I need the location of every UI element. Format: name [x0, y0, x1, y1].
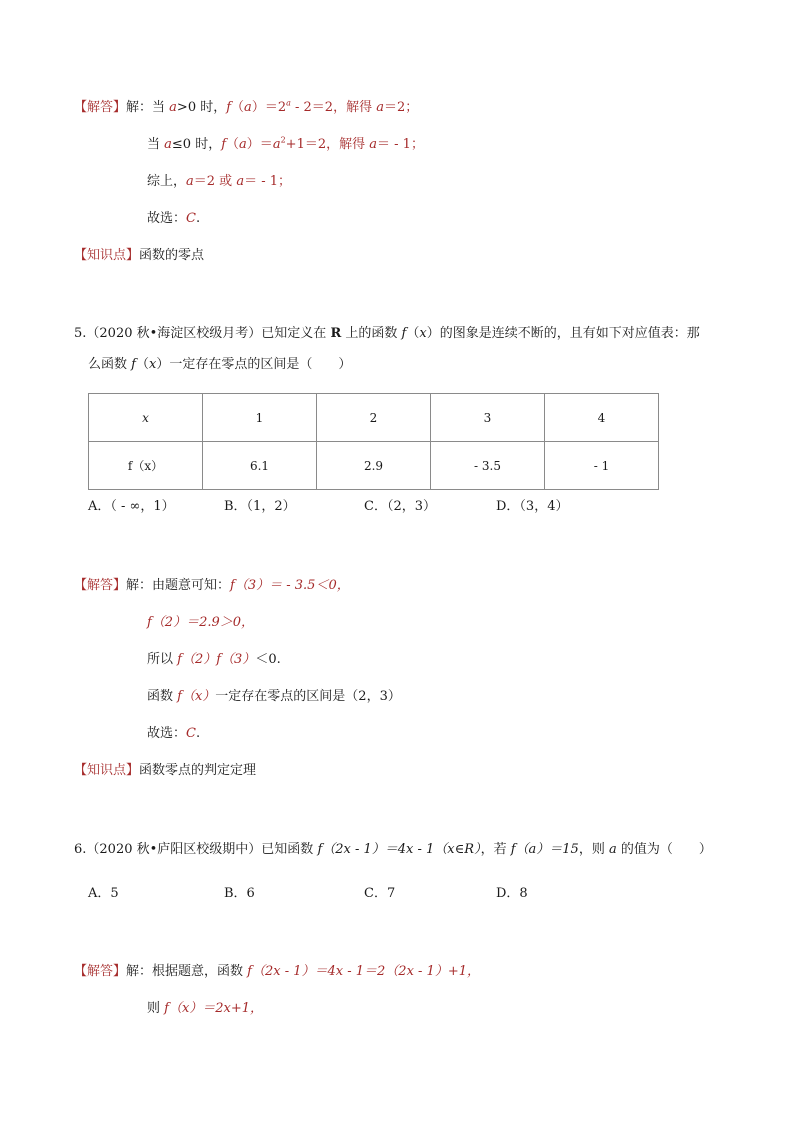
question-5-line-1: 5.（2020 秋•海淀区校级月考）已知定义在 R 上的函数 f（x）的图象是连续不断的，且有如下对应值表：那 — [74, 326, 700, 341]
solution-1-line-2: 当 a≤0 时，$f(a)=a^2+1=2$，解得 a＝ - 1； — [147, 135, 424, 152]
answer-label: 【解答】 — [74, 964, 127, 979]
option-c[interactable]: C．（2，3） — [364, 499, 436, 514]
table-cell: x — [89, 394, 203, 442]
question-5-line-2: 么函数 f（x）一定存在零点的区间是（ ） — [88, 357, 352, 372]
knowledge-point-2: 【知识点】函数零点的判定定理 — [74, 763, 257, 778]
table-cell: 2.9 — [317, 442, 431, 490]
table-cell: 2 — [317, 394, 431, 442]
table-cell: 1 — [203, 394, 317, 442]
option-b[interactable]: B．6 — [224, 886, 255, 901]
solution-3-line-1: 【解答】解：根据题意，函数 f（2x - 1）＝4x - 1＝2（2x - 1）+1， — [74, 964, 480, 979]
value-table — [88, 393, 659, 490]
solution-2-line-2: f（2）＝2.9＞0， — [147, 615, 255, 630]
solution-1-line-3: 综上，a＝2 或 a＝ - 1； — [147, 174, 292, 189]
table-cell: - 1 — [545, 442, 659, 490]
solution-2-line-3: 所以 f（2）f（3）＜0. — [147, 652, 281, 667]
answer-label: 【解答】 — [74, 100, 127, 115]
option-b[interactable]: B．（1，2） — [224, 499, 296, 514]
option-c[interactable]: C．7 — [364, 886, 396, 901]
table-cell: 3 — [431, 394, 545, 442]
option-d[interactable]: D．（3，4） — [496, 499, 569, 514]
option-a[interactable]: A．5 — [88, 886, 119, 901]
solution-3-line-2: 则 f（x）＝2x+1， — [147, 1001, 264, 1016]
solution-2-line-4: 函数 f（x）一定存在零点的区间是（2，3） — [147, 689, 401, 704]
solution-2-line-1: 【解答】解：由题意可知：f（3）＝ - 3.5＜0， — [74, 578, 350, 593]
table-row — [89, 394, 659, 442]
option-a[interactable]: A．（ - ∞，1） — [88, 499, 175, 514]
solution-2-line-5: 故选：C. — [147, 726, 201, 741]
table-row — [89, 442, 659, 490]
solution-1-line-4: 故选：C. — [147, 211, 201, 226]
table-cell: 6.1 — [203, 442, 317, 490]
table-cell: 4 — [545, 394, 659, 442]
knowledge-label: 【知识点】 — [74, 763, 140, 778]
table-cell: - 3.5 — [431, 442, 545, 490]
knowledge-label: 【知识点】 — [74, 248, 140, 263]
question-6-line: 6.（2020 秋•庐阳区校级期中）已知函数 f（2x - 1）＝4x - 1（x∈R），若 f（a）＝15，则 a 的值为（ ） — [74, 842, 712, 857]
table-cell: f（x） — [89, 442, 203, 490]
option-d[interactable]: D．8 — [496, 886, 528, 901]
solution-1-line-1: 【解答】解：当 a>0 时，$f(a)=2^a - 2=2$，解得 a＝2； — [74, 98, 419, 115]
answer-label: 【解答】 — [74, 578, 127, 593]
knowledge-point-1: 【知识点】函数的零点 — [74, 248, 205, 263]
